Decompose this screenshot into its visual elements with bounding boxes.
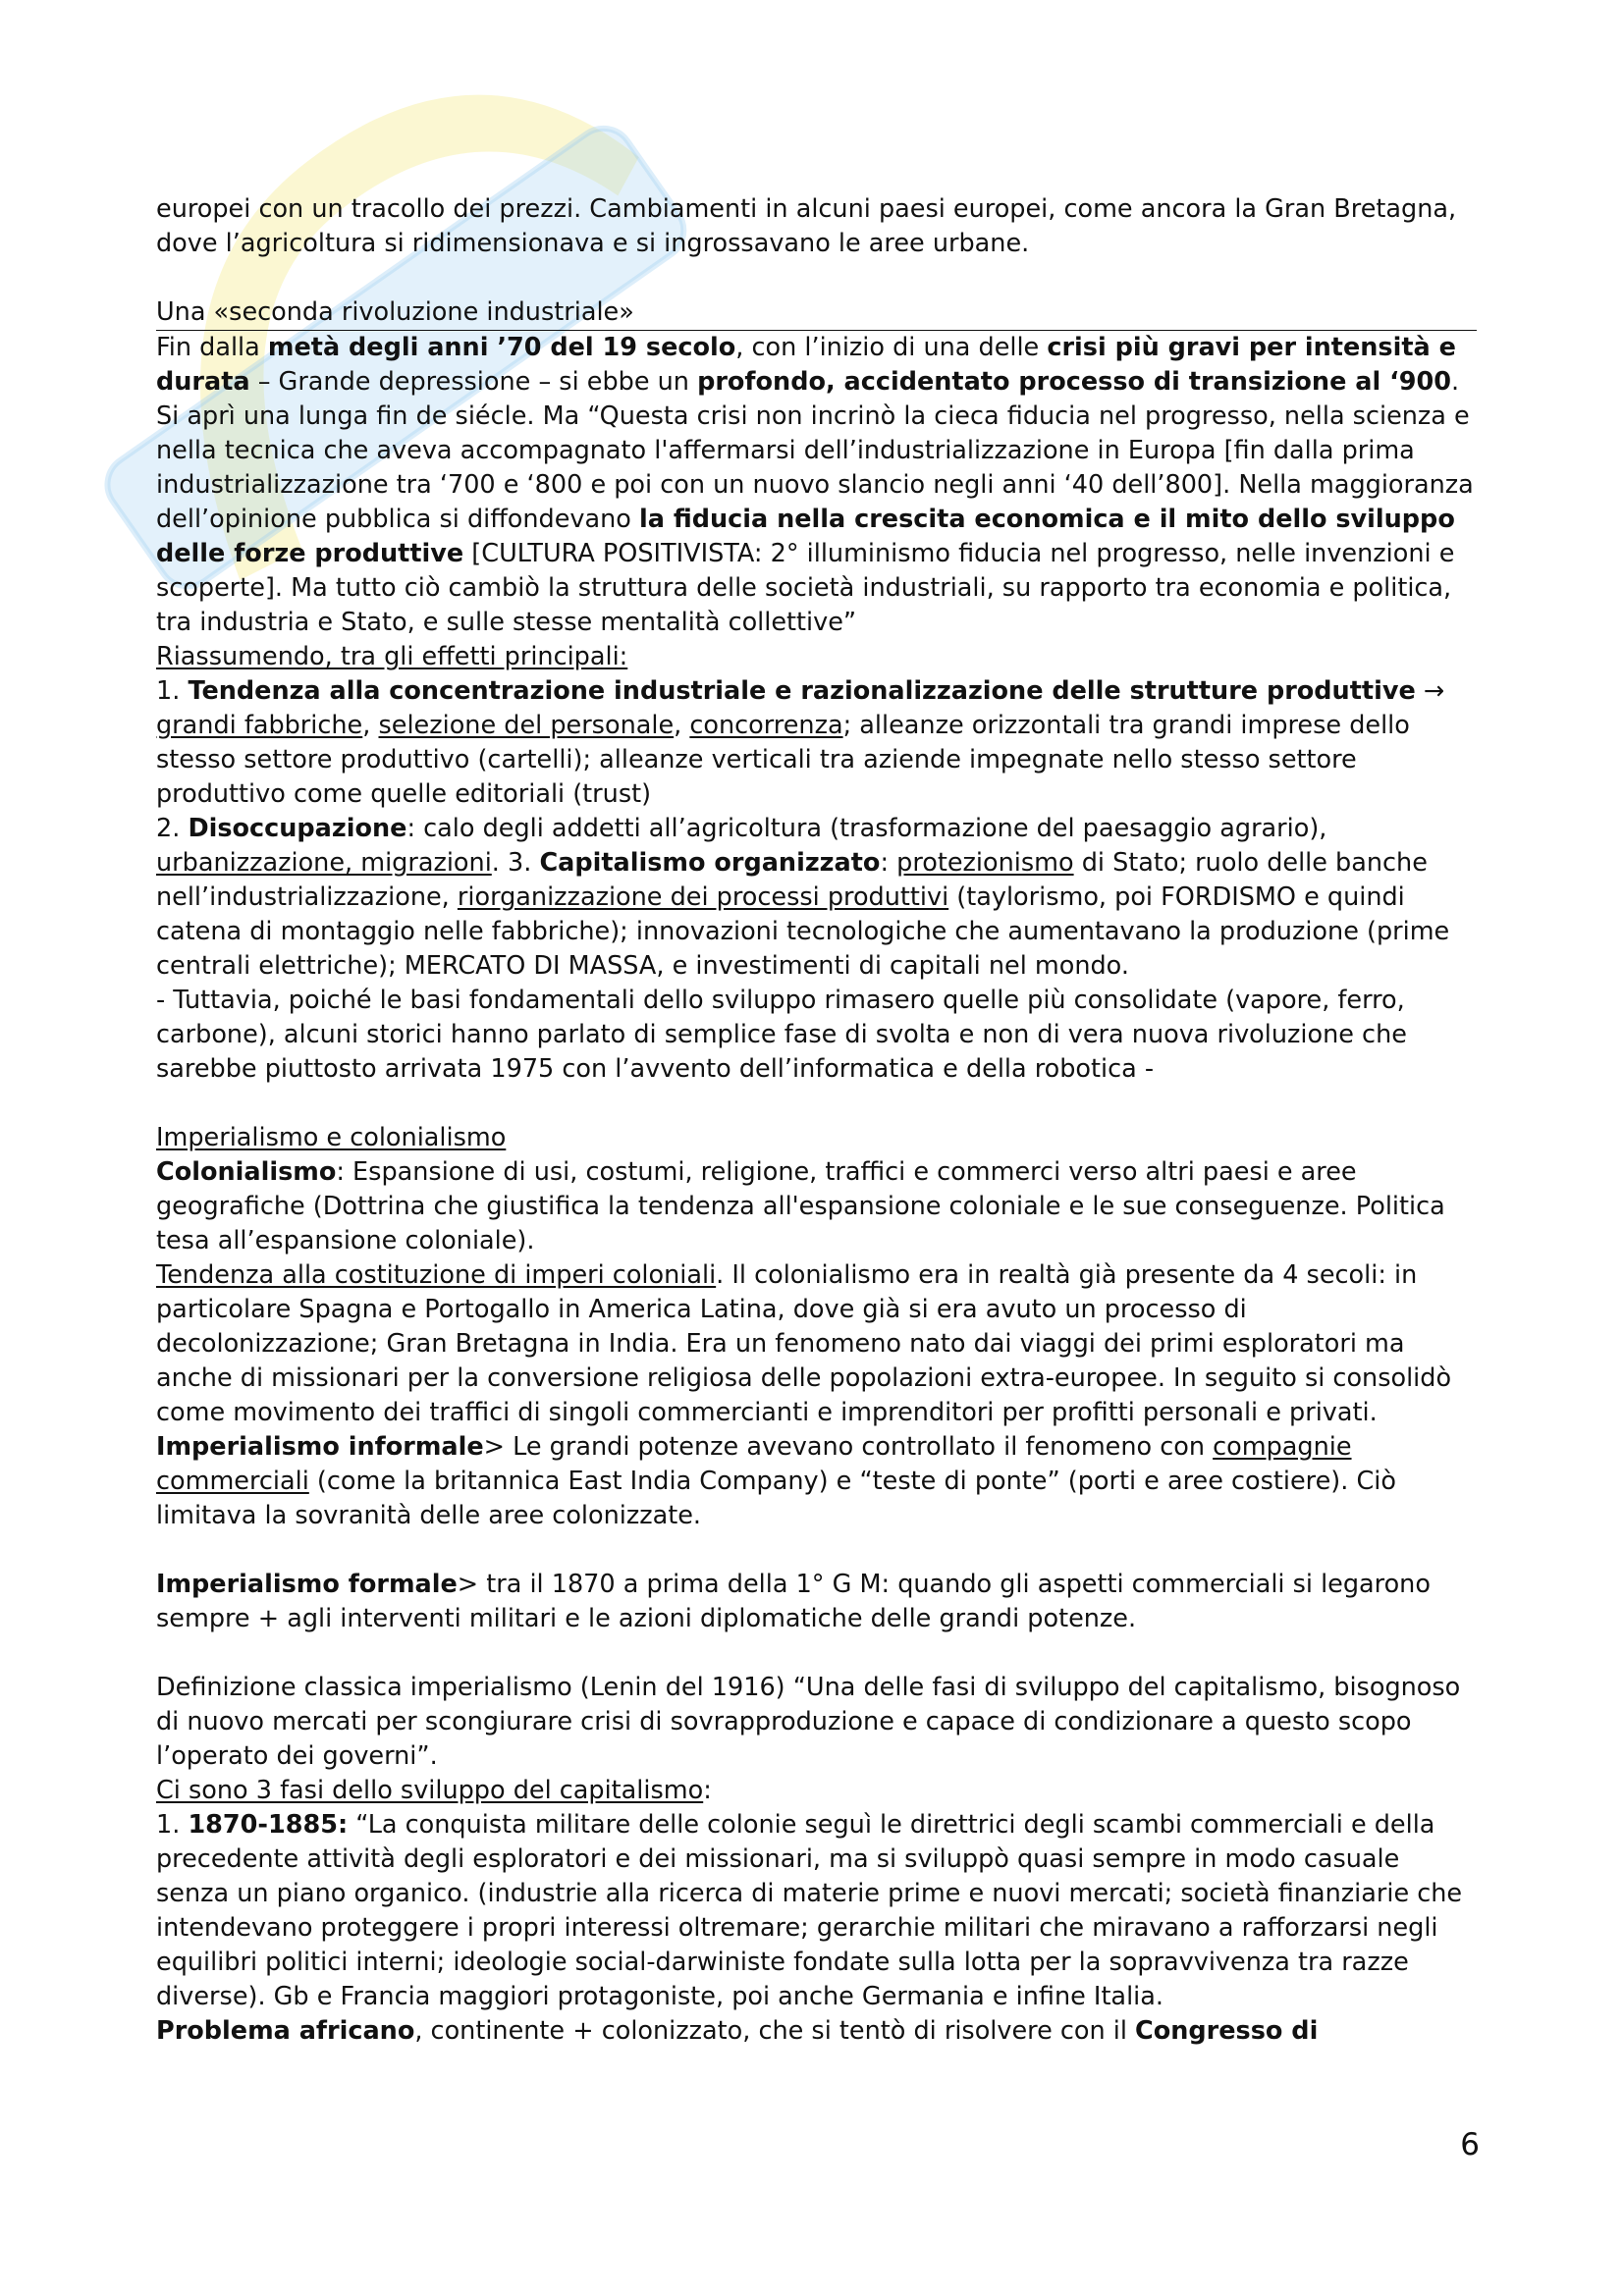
paragraph-definizione-lenin: [156, 1671, 1477, 1774]
text-run: Colonialismo: [156, 1157, 337, 1187]
text-run: urbanizzazione, migrazioni: [156, 848, 492, 878]
text-run: ,: [674, 711, 690, 740]
text-run: Imperialismo formale: [156, 1570, 458, 1599]
text-run: Imperialismo e colonialismo: [156, 1123, 507, 1152]
text-run: Congresso di: [1135, 2016, 1319, 2046]
list-item-1: [156, 674, 1477, 812]
subheading-fasi: [156, 1774, 1477, 1808]
text-run: 1.: [156, 676, 189, 706]
text-run: > tra il 1870 a prima della 1° G M: quando gli aspetti commerciali si legarono sempre + agli interventi militari e le azioni diplomatiche delle grandi potenze.: [156, 1570, 1431, 1633]
text-run: metà degli anni ’70 del 19 secolo: [267, 333, 736, 362]
text-run: Tendenza alla concentrazione industriale e razionalizzazione delle strutture produttive: [188, 676, 1416, 706]
text-run: la fiducia nella crescita economica e il mito dello sviluppo delle forze produttive: [156, 505, 1455, 568]
text-run: :: [880, 848, 897, 878]
text-run: . 3.: [491, 848, 540, 878]
text-run: Ci sono 3 fasi dello sviluppo del capitalismo: [156, 1776, 704, 1805]
text-run: ,: [362, 711, 379, 740]
section-heading-seconda-rivoluzione: [156, 295, 1477, 331]
list-item-fase-1: [156, 1808, 1477, 2014]
text-run: :: [703, 1776, 712, 1805]
text-run: crisi più gravi per intensità e durata: [156, 333, 1456, 397]
text-run: 1870-1885:: [188, 1810, 349, 1840]
text-run: protezionismo: [896, 848, 1074, 878]
text-run: . Il colonialismo era in realtà già presente da 4 secoli: in particolare Spagna e Portogallo in America Latina, dove già si era avuto un processo di decolonizzazione; Gran Bretagna in India. Era un fenomeno nato dai viaggi dei primi esploratori ma anche di missionari per la conversione religiosa delle popolazioni extra-europee. In seguito si consolidò come movimento dei traffici di singoli commercianti e imprenditori per profitti personali e privati.: [156, 1260, 1452, 1427]
text-run: →: [1415, 676, 1445, 706]
text-run: Disoccupazione: [188, 814, 407, 843]
text-run: 2.: [156, 814, 189, 843]
text-run: di Stato; ruolo delle banche nell’industrializzazione,: [156, 848, 1428, 912]
paragraph-1: [156, 192, 1477, 261]
text-run: : Espansione di usi, costumi, religione, traffici e commerci verso altri paesi e aree geografiche (Dottrina che giustifica la tendenza all'espansione coloniale e le sue conseguenze. Politica tesa all’espansione coloniale).: [156, 1157, 1445, 1255]
text-run: Problema africano: [156, 2016, 415, 2046]
text-run: compagnie commerciali: [156, 1432, 1352, 1496]
text-run: , continente + colonizzato, che si tentò di risolvere con il: [414, 2016, 1136, 2046]
paragraph-imperialismo-formale: [156, 1568, 1477, 1636]
text-run: Tendenza alla costituzione di imperi coloniali: [156, 1260, 717, 1290]
section-heading-imperialismo: [156, 1121, 1477, 1155]
text-run: grandi fabbriche: [156, 711, 363, 740]
document-body: [156, 192, 1477, 2049]
text-run: : calo degli addetti all’agricoltura (trasformazione del paesaggio agrario),: [406, 814, 1327, 843]
text-run: europei con un tracollo dei prezzi. Cambiamenti in alcuni paesi europei, come ancora la Gran Bretagna, dove l’agricoltura si ridimensionava e si ingrossavano le aree urbane.: [156, 194, 1457, 258]
text-run: Definizione classica imperialismo (Lenin del 1916) “Una delle fasi di sviluppo del capitalismo, bisognoso di nuovo mercati per scongiurare crisi di sovrapproduzione e capace di condizionare a questo scopo l’operato dei governi”.: [156, 1673, 1461, 1771]
text-run: Capitalismo organizzato: [539, 848, 881, 878]
text-run: riorganizzazione dei processi produttivi: [457, 882, 949, 912]
text-run: profondo, accidentato processo di transizione al ‘900: [697, 367, 1451, 397]
paragraph-2: [156, 331, 1477, 640]
text-run: 1.: [156, 1810, 189, 1840]
text-run: – Grande depressione – si ebbe un: [249, 367, 698, 397]
paragraph-tuttavia: [156, 984, 1477, 1087]
text-run: selezione del personale: [378, 711, 675, 740]
text-run: Riassumendo, tra gli effetti principali:: [156, 642, 628, 671]
text-run: (taylorismo, poi FORDISMO e quindi catena di montaggio nelle fabbriche); innovazioni tecnologiche che aumentavano la produzione (prime centrali elettriche); MERCATO DI MASSA, e investimenti di capitali nel mondo.: [156, 882, 1450, 981]
text-run: “La conquista militare delle colonie seguì le direttrici degli scambi commerciali e della precedente attività degli esploratori e dei missionari, ma si sviluppò quasi sempre in modo casuale senza un piano organico. (industrie alla ricerca di materie prime e nuovi mercati; società finanziarie che intendevano proteggere i propri interessi oltremare; gerarchie militari che miravano a rafforzarsi negli equilibri politici interni; ideologie social-darwiniste fondate sulla lotta per la sopravvivenza tra razze diverse). Gb e Francia maggiori protagoniste, poi anche Germania e infine Italia.: [156, 1810, 1463, 2011]
text-run: , con l’inizio di una delle: [735, 333, 1048, 362]
page-number: 6: [1460, 2127, 1480, 2163]
paragraph-colonialismo: [156, 1155, 1477, 1258]
text-run: (come la britannica East India Company) e “teste di ponte” (porti e aree costiere). Ciò limitava la sovranità delle aree colonizzate.: [156, 1467, 1396, 1530]
text-run: concorrenza: [689, 711, 843, 740]
text-run: ; alleanze orizzontali tra grandi imprese dello stesso settore produttivo (cartelli); alleanze verticali tra aziende impegnate nello stesso settore produttivo come quelle editoriali (trust): [156, 711, 1410, 809]
text-run: . Si aprì una lunga fin de siécle. Ma “Questa crisi non incrinò la cieca fiducia nel progresso, nella scienza e nella tecnica che aveva accompagnato l'affermarsi dell’industrializzazione in Europa [fin dalla prima industrializzazione tra ‘700 e ‘800 e poi con un nuovo slancio negli anni ‘40 dell’800]. Nella maggioranza dell’opinione pubblica si diffondevano: [156, 367, 1474, 534]
text-run: > Le grandi potenze avevano controllato il fenomeno con: [483, 1432, 1214, 1462]
text-run: Fin dalla: [156, 333, 268, 362]
list-item-2-3: [156, 812, 1477, 984]
text-run: Imperialismo informale: [156, 1432, 484, 1462]
text-run: - Tuttavia, poiché le basi fondamentali dello sviluppo rimasero quelle più consolidate (vapore, ferro, carbone), alcuni storici hanno parlato di semplice fase di svolta e non di vera nuova rivoluzione che sarebbe piuttosto arrivata 1975 con l’avvento dell’informatica e della robotica -: [156, 986, 1407, 1084]
paragraph-problema-africano: [156, 2014, 1477, 2049]
text-run: Una «seconda rivoluzione industriale»: [156, 297, 634, 327]
paragraph-imperi-coloniali: [156, 1258, 1477, 1533]
text-run: [CULTURA POSITIVISTA: 2° illuminismo fiducia nel progresso, nelle invenzioni e scoperte]. Ma tutto ciò cambiò la struttura delle società industriali, su rapporto tra economia e politica, tra industria e Stato, e sulle stesse mentalità collettive”: [156, 539, 1455, 637]
paragraph-3: [156, 640, 1477, 674]
